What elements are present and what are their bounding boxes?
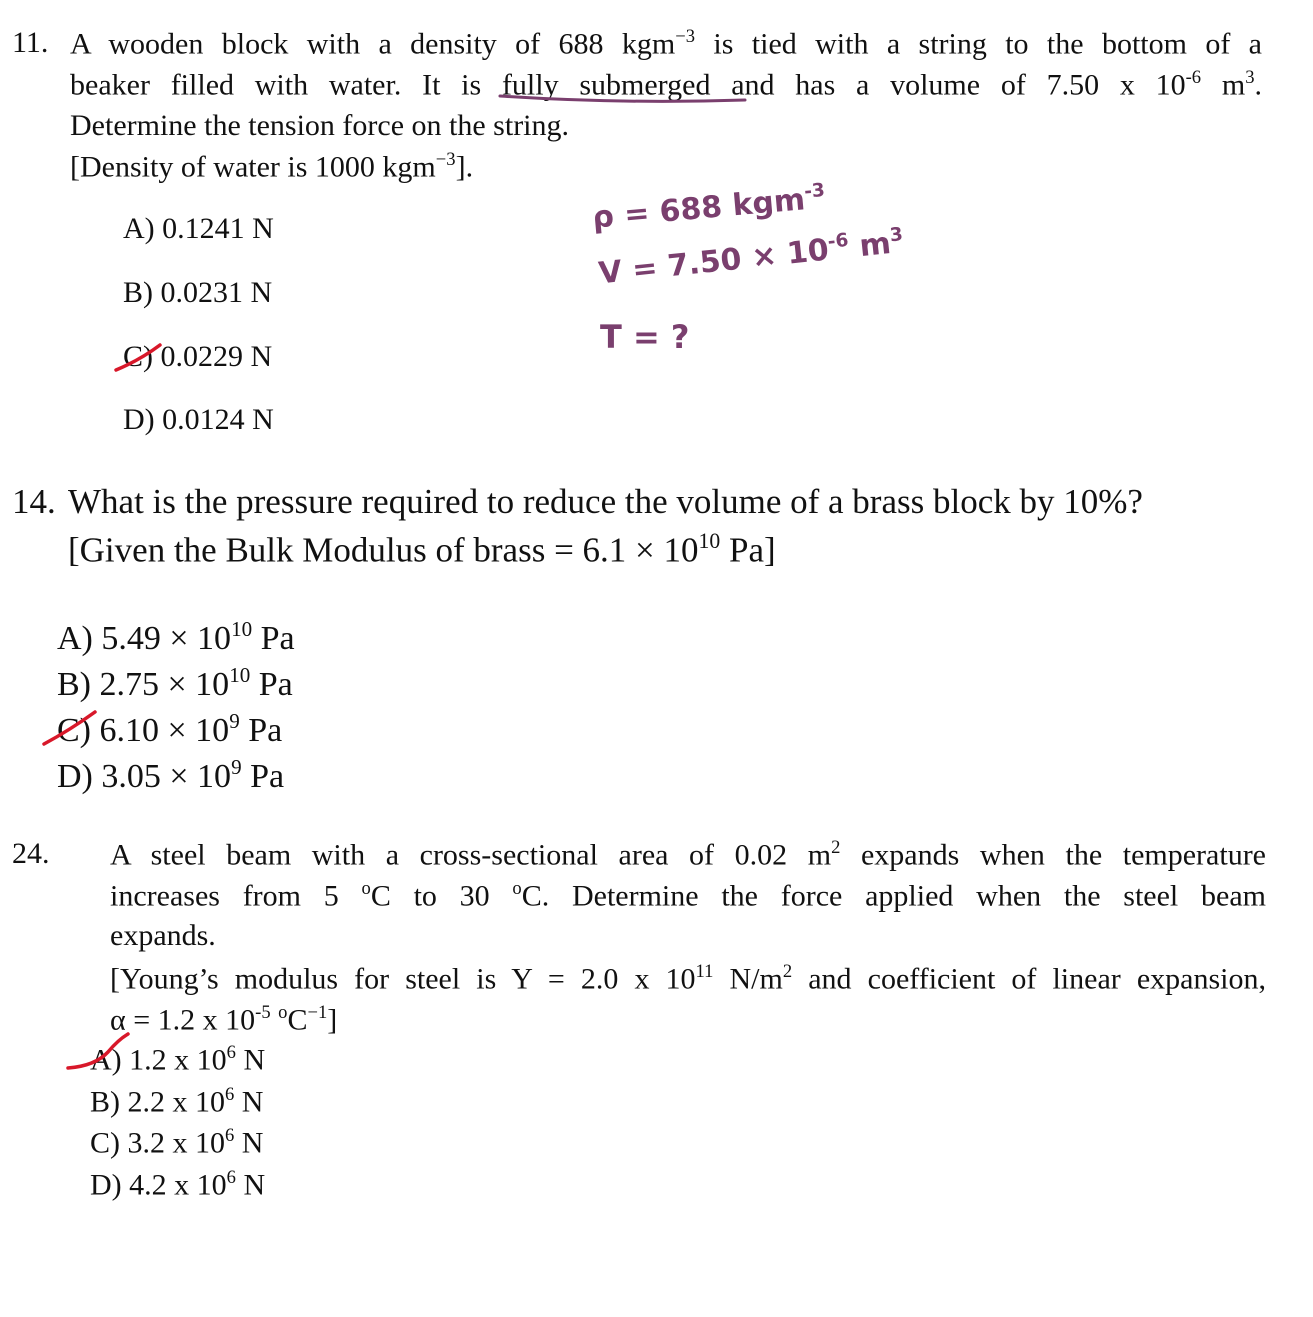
text-segment: What is the pressure required to reduce the volume of a brass block by 10%? <box>68 482 1143 521</box>
superscript: 2 <box>782 961 793 982</box>
text-segment: C <box>287 1003 308 1037</box>
answer-option[interactable] <box>123 342 272 372</box>
question-number: 24. <box>12 837 50 870</box>
answer-option[interactable] <box>123 278 272 308</box>
text-segment: N <box>234 1085 264 1119</box>
text-segment: is tied with a string to the bottom of a <box>695 27 1262 61</box>
answer-option[interactable] <box>90 1169 265 1201</box>
question-text-line <box>110 880 1266 912</box>
text-segment: [Density of water is 1000 kgm <box>70 150 436 184</box>
superscript: 6 <box>226 1042 236 1063</box>
text-segment: A wooden block with a density of 688 kgm <box>70 27 676 61</box>
superscript: −3 <box>435 149 456 170</box>
text-segment: Determine the tension force on the string. <box>70 109 570 142</box>
handwritten-volume-note <box>597 224 905 291</box>
text-segment: A) 1.2 x 10 <box>90 1043 227 1077</box>
answer-option[interactable] <box>57 711 282 748</box>
superscript: 10 <box>698 529 721 553</box>
answer-option[interactable] <box>90 1044 265 1076</box>
text-segment: . <box>1254 68 1262 102</box>
text-segment: N <box>235 1043 266 1077</box>
note-text: V = 7.50 × 10 <box>597 232 831 292</box>
question-text-line <box>110 921 216 951</box>
question-text-line <box>110 839 1266 871</box>
text-segment: C to 30 <box>370 879 513 913</box>
question-text-line <box>70 69 1262 101</box>
text-segment: Pa <box>252 620 295 658</box>
handwritten-density-note <box>591 180 827 236</box>
text-segment: and has a volume of 7.50 x 10 <box>710 68 1186 102</box>
text-segment: α = 1.2 x 10 <box>110 1003 256 1037</box>
note-text: ρ = 688 kgm <box>590 182 807 236</box>
question-number: 11. <box>12 26 49 59</box>
text-segment: [Given the Bulk Modulus of brass = 6.1 × 10 <box>68 530 699 570</box>
superscript: 9 <box>231 755 242 779</box>
superscript: 3 <box>1245 67 1255 88</box>
question-text-line <box>70 151 473 183</box>
superscript: −1 <box>307 1002 328 1023</box>
question-text-line <box>110 1004 337 1036</box>
note-exponent: -3 <box>803 179 826 203</box>
note-exponent: 3 <box>888 224 904 247</box>
question-text-line <box>110 963 1266 995</box>
handwritten-tension-note <box>600 318 689 356</box>
text-segment: C) 6.10 × 10 <box>57 712 230 750</box>
superscript: 11 <box>695 961 714 982</box>
text-segment: A) 0.1241 N <box>123 212 274 245</box>
text-segment: N/m <box>713 962 783 996</box>
text-segment: C) 0.0229 N <box>123 340 273 373</box>
answer-option[interactable] <box>123 214 274 244</box>
text-segment: D) 4.2 x 10 <box>90 1168 227 1202</box>
text-segment: B) 2.2 x 10 <box>90 1085 225 1119</box>
superscript: 2 <box>831 837 841 858</box>
question-text-line <box>70 111 569 141</box>
text-segment: Pa <box>241 758 285 796</box>
text-segment: B) 2.75 × 10 <box>57 666 230 704</box>
question-text-line <box>70 28 1262 60</box>
text-segment: D) 3.05 × 10 <box>57 758 232 796</box>
superscript: o <box>278 1002 288 1023</box>
question-text-line <box>68 529 776 570</box>
text-segment: m <box>1201 68 1246 102</box>
superscript: 10 <box>231 617 253 641</box>
superscript: 10 <box>229 663 251 687</box>
superscript: 6 <box>225 1125 235 1146</box>
answer-option[interactable] <box>57 619 295 656</box>
text-segment: increases from 5 <box>110 879 362 913</box>
superscript: 6 <box>226 1167 236 1188</box>
text-segment: A) 5.49 × 10 <box>57 620 232 658</box>
text-segment: D) 0.0124 N <box>123 403 274 436</box>
answer-option[interactable] <box>123 405 274 435</box>
superscript: 6 <box>225 1084 235 1105</box>
answer-option[interactable] <box>57 757 284 794</box>
superscript: o <box>361 878 371 899</box>
superscript: 9 <box>229 709 240 733</box>
answer-option[interactable] <box>90 1086 263 1118</box>
note-exponent: -6 <box>826 229 850 253</box>
text-segment: ] <box>327 1003 338 1037</box>
text-segment: expands. <box>110 919 216 952</box>
note-text: T = ? <box>600 318 690 356</box>
superscript: -5 <box>255 1002 271 1023</box>
underlined-text: fully submerged <box>501 68 711 102</box>
text-segment: ]. <box>455 150 474 184</box>
answer-option[interactable] <box>57 665 293 702</box>
text-segment: C. Determine the force applied when the steel beam <box>521 879 1266 913</box>
text-segment: [Young’s modulus for steel is Y = 2.0 x 10 <box>110 962 696 996</box>
answer-option[interactable] <box>90 1127 263 1159</box>
text-segment: C) 3.2 x 10 <box>90 1126 225 1160</box>
superscript: -6 <box>1185 67 1202 88</box>
question-text-line <box>68 484 1143 519</box>
note-unit: m <box>857 225 893 265</box>
text-segment: Pa] <box>720 530 776 570</box>
text-segment: B) 0.0231 N <box>123 276 273 309</box>
text-segment: and coefficient of linear expansion, <box>792 962 1266 996</box>
text-segment: Pa <box>250 666 293 704</box>
text-segment: N <box>235 1168 266 1202</box>
text-segment: expands when the temperature <box>840 838 1266 872</box>
question-number: 14. <box>12 482 56 521</box>
text-segment: beaker filled with water. It is <box>70 68 502 102</box>
superscript: o <box>512 878 522 899</box>
text-segment: A steel beam with a cross-sectional area of 0.02 m <box>110 838 832 872</box>
superscript: −3 <box>675 26 696 47</box>
text-segment: N <box>234 1126 264 1160</box>
text-segment: Pa <box>239 712 283 750</box>
